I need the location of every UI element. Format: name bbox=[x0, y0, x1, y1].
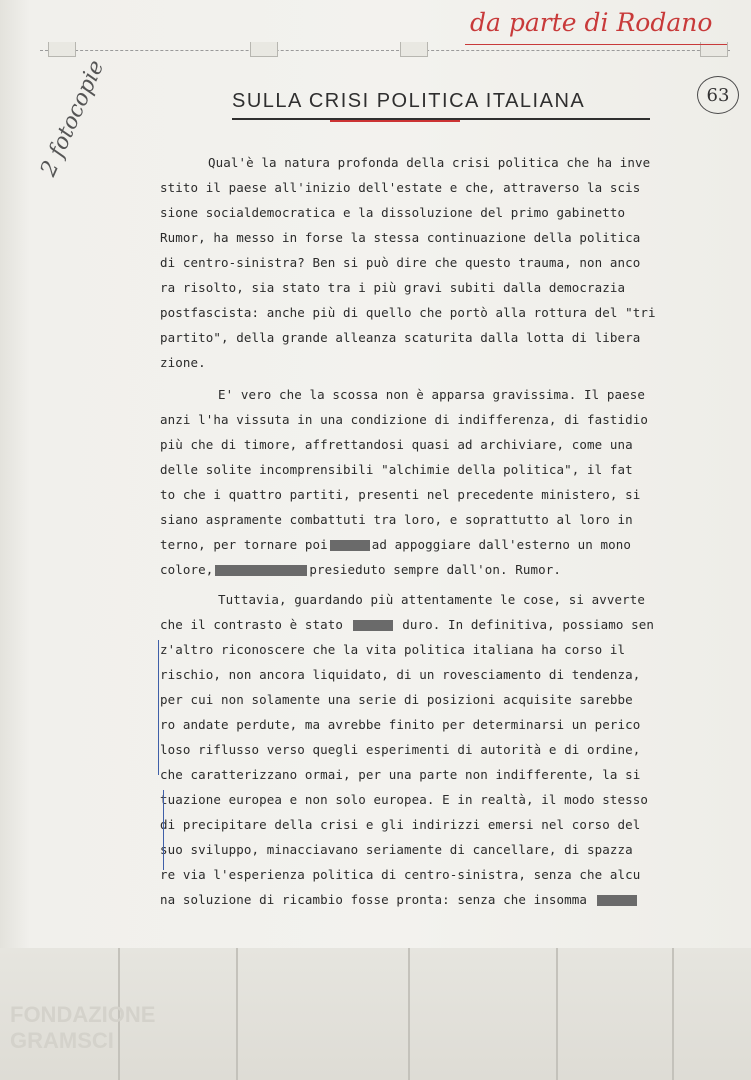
redaction-block bbox=[215, 565, 307, 576]
margin-note: 2 fotocopie bbox=[36, 56, 110, 181]
scan-line bbox=[672, 948, 674, 1080]
text-segment: presieduto sempre dall'on. Rumor. bbox=[309, 562, 562, 577]
text-line: rischio, non ancora liquidato, di un rovesciamento di tendenza, bbox=[160, 667, 641, 682]
text-line bbox=[160, 612, 720, 637]
text-line: stito il paese all'inizio dell'estate e che, attraverso la scis bbox=[160, 180, 641, 195]
margin-bracket-mark bbox=[163, 790, 174, 870]
redaction-block bbox=[597, 895, 637, 906]
binder-tab bbox=[48, 42, 76, 57]
text-line: re via l'esperienza politica di centro-sinistra, senza che alcu bbox=[160, 867, 641, 882]
text-line: Qual'è la natura profonda della crisi politica che ha inve bbox=[208, 155, 651, 170]
text-line: anzi l'ha vissuta in una condizione di indifferenza, di fastidio bbox=[160, 412, 649, 427]
text-line: partito", della grande alleanza scaturita dalla lotta di libera bbox=[160, 330, 641, 345]
text-line: postfascista: anche più di quello che portò alla rottura del "tri bbox=[160, 305, 656, 320]
text-segment: ad appoggiare dall'esterno un mono bbox=[371, 537, 632, 552]
text-line bbox=[160, 532, 720, 557]
paragraph-1 bbox=[160, 150, 720, 375]
header-annotation: da parte di Rodano bbox=[470, 8, 713, 37]
text-line: loso riflusso verso quegli esperimenti di autorità e di ordine, bbox=[160, 742, 641, 757]
text-line: più che di timore, affrettandosi quasi ad archiviare, come una bbox=[160, 437, 633, 452]
text-line: sione socialdemocratica e la dissoluzione del primo gabinetto bbox=[160, 205, 626, 220]
text-line: per cui non solamente una serie di posizioni acquisite sarebbe bbox=[160, 692, 633, 707]
document-title: SULLA CRISI POLITICA ITALIANA bbox=[232, 90, 586, 112]
watermark-logo: FONDAZIONE GRAMSCI bbox=[10, 1002, 156, 1053]
text-line: E' vero che la scossa non è apparsa gravissima. Il paese bbox=[218, 387, 646, 402]
document-body bbox=[160, 150, 720, 912]
text-line: Tuttavia, guardando più attentamente le cose, si avverte bbox=[218, 592, 646, 607]
text-segment: duro. In definitiva, possiamo sen bbox=[402, 617, 654, 632]
text-line: tuazione europea e non solo europea. E in realtà, il modo stesso bbox=[160, 792, 649, 807]
text-line: che caratterizzano ormai, per una parte non indifferente, la si bbox=[160, 767, 641, 782]
text-line: siano aspramente combattuti tra loro, e soprattutto al loro in bbox=[160, 512, 633, 527]
page-number: 63 bbox=[697, 76, 739, 114]
text-segment: che il contrasto è stato bbox=[160, 617, 344, 632]
text-line: di precipitare della crisi e gli indirizzi emersi nel corso del bbox=[160, 817, 641, 832]
scan-line bbox=[556, 948, 558, 1080]
text-line: Rumor, ha messo in forse la stessa continuazione della politica bbox=[160, 230, 641, 245]
text-segment: na soluzione di ricambio fosse pronta: senza che insomma bbox=[160, 892, 588, 907]
paragraph-3 bbox=[160, 587, 720, 912]
margin-bracket-mark bbox=[158, 640, 169, 775]
text-line: suo sviluppo, minacciavano seriamente di cancellare, di spazza bbox=[160, 842, 633, 857]
text-line: ro andate perdute, ma avrebbe finito per determinarsi un perico bbox=[160, 717, 641, 732]
title-red-underline bbox=[330, 120, 460, 122]
header-annotation-underline bbox=[465, 44, 727, 45]
text-line: delle solite incomprensibili "alchimie della politica", il fat bbox=[160, 462, 633, 477]
text-line bbox=[160, 557, 720, 582]
text-segment: terno, per tornare poi bbox=[160, 537, 328, 552]
text-line: to che i quattro partiti, presenti nel precedente ministero, si bbox=[160, 487, 641, 502]
redaction-block bbox=[353, 620, 393, 631]
paragraph-2 bbox=[160, 382, 720, 582]
text-line: ra risolto, sia stato tra i più gravi subiti dalla democrazia bbox=[160, 280, 626, 295]
binder-tab bbox=[250, 42, 278, 57]
text-segment: colore, bbox=[160, 562, 214, 577]
redaction-block bbox=[330, 540, 370, 551]
text-line: z'altro riconoscere che la vita politica italiana ha corso il bbox=[160, 642, 626, 657]
text-line: zione. bbox=[160, 355, 206, 370]
scan-line bbox=[236, 948, 238, 1080]
text-line bbox=[160, 887, 720, 912]
binder-tab bbox=[400, 42, 428, 57]
scan-line bbox=[408, 948, 410, 1080]
text-line: di centro-sinistra? Ben si può dire che questo trauma, non anco bbox=[160, 255, 641, 270]
